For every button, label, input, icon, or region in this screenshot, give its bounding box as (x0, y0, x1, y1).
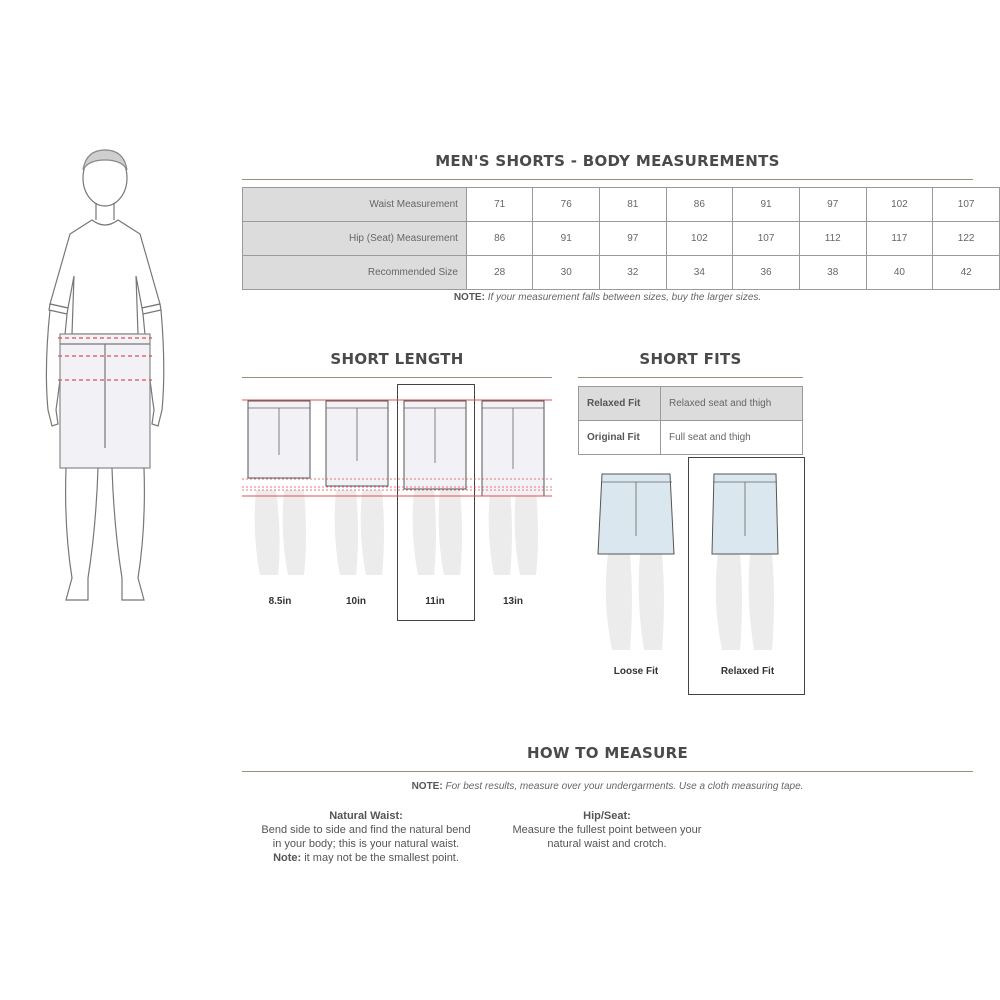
measurement-cell: 34 (666, 256, 733, 290)
measurement-cell: 102 (866, 188, 933, 222)
measurement-cell: 112 (799, 222, 866, 256)
how-to-measure-note-text: For best results, measure over your undergarments. Use a cloth measuring tape. (445, 781, 804, 792)
measurement-row-label: Waist Measurement (243, 188, 467, 222)
fit-row-label: Relaxed Fit (579, 387, 661, 421)
short-length-illustration (242, 395, 552, 590)
measurement-cell: 30 (533, 256, 600, 290)
short-length-rule (242, 377, 552, 378)
measurement-cell: 38 (799, 256, 866, 290)
measurements-rule (242, 179, 973, 180)
fit-row-desc: Relaxed seat and thigh (661, 387, 803, 421)
measurement-cell: 71 (466, 188, 533, 222)
hip-seat-line: natural waist and crotch. (547, 838, 667, 850)
natural-waist-line: in your body; this is your natural waist. (272, 838, 460, 850)
measurement-cell: 36 (733, 256, 800, 290)
length-option-10in[interactable]: 10in (345, 596, 366, 607)
short-fits-illustration (590, 470, 800, 660)
natural-waist-note-text: it may not be the smallest point. (304, 852, 459, 864)
natural-waist-heading: Natural Waist: (329, 810, 403, 822)
how-to-measure-title: HOW TO MEASURE (526, 744, 689, 762)
measurement-row-label: Hip (Seat) Measurement (243, 222, 467, 256)
measurement-row-label: Recommended Size (243, 256, 467, 290)
measurement-cell: 42 (933, 256, 1000, 290)
measurements-title: MEN'S SHORTS - BODY MEASUREMENTS (435, 152, 780, 170)
measurement-cell: 28 (466, 256, 533, 290)
measurement-cell: 91 (733, 188, 800, 222)
hip-seat-block (492, 809, 722, 851)
natural-waist-line: Bend side to side and find the natural bend (261, 824, 471, 836)
measurement-cell: 97 (799, 188, 866, 222)
measurements-note-text: If your measurement falls between sizes, buy the larger sizes. (487, 292, 762, 303)
fit-option-loose[interactable]: Loose Fit (613, 666, 659, 677)
body-figure-illustration (30, 148, 180, 610)
natural-waist-note-label: Note: (273, 852, 302, 864)
hip-seat-heading: Hip/Seat: (583, 810, 631, 822)
natural-waist-block (246, 809, 486, 865)
measurements-table (242, 187, 1000, 290)
length-option-11in[interactable]: 11in (425, 596, 445, 607)
length-option-13in[interactable]: 13in (502, 596, 523, 607)
measurement-cell: 107 (733, 222, 800, 256)
measurement-cell: 122 (933, 222, 1000, 256)
fit-row-relaxed (579, 387, 803, 421)
fit-option-relaxed[interactable]: Relaxed Fit (720, 666, 775, 677)
short-fits-table (578, 386, 803, 455)
measurement-cell: 97 (599, 222, 666, 256)
length-option-8-5in[interactable]: 8.5in (268, 596, 292, 607)
how-to-measure-rule (242, 771, 973, 772)
measurement-cell: 32 (599, 256, 666, 290)
measurement-cell: 40 (866, 256, 933, 290)
fit-row-desc: Full seat and thigh (661, 421, 803, 455)
measurement-cell: 76 (533, 188, 600, 222)
measurement-cell: 86 (666, 188, 733, 222)
measurement-row (243, 256, 1000, 290)
hip-seat-line: Measure the fullest point between your (512, 824, 702, 836)
measurement-cell: 107 (933, 188, 1000, 222)
measurement-cell: 86 (466, 222, 533, 256)
how-to-measure-note (242, 781, 973, 792)
measurement-cell: 81 (599, 188, 666, 222)
fit-row-label: Original Fit (579, 421, 661, 455)
measurements-note (242, 292, 973, 303)
measurement-cell: 117 (866, 222, 933, 256)
short-fits-rule (578, 377, 803, 378)
measurement-cell: 102 (666, 222, 733, 256)
short-length-title: SHORT LENGTH (330, 350, 464, 368)
measurement-row (243, 222, 1000, 256)
measurements-note-label: NOTE: (453, 292, 485, 303)
measurement-row (243, 188, 1000, 222)
measurement-cell: 91 (533, 222, 600, 256)
fit-row-original (579, 421, 803, 455)
how-to-measure-note-label: NOTE: (411, 781, 443, 792)
short-fits-title: SHORT FITS (639, 350, 742, 368)
